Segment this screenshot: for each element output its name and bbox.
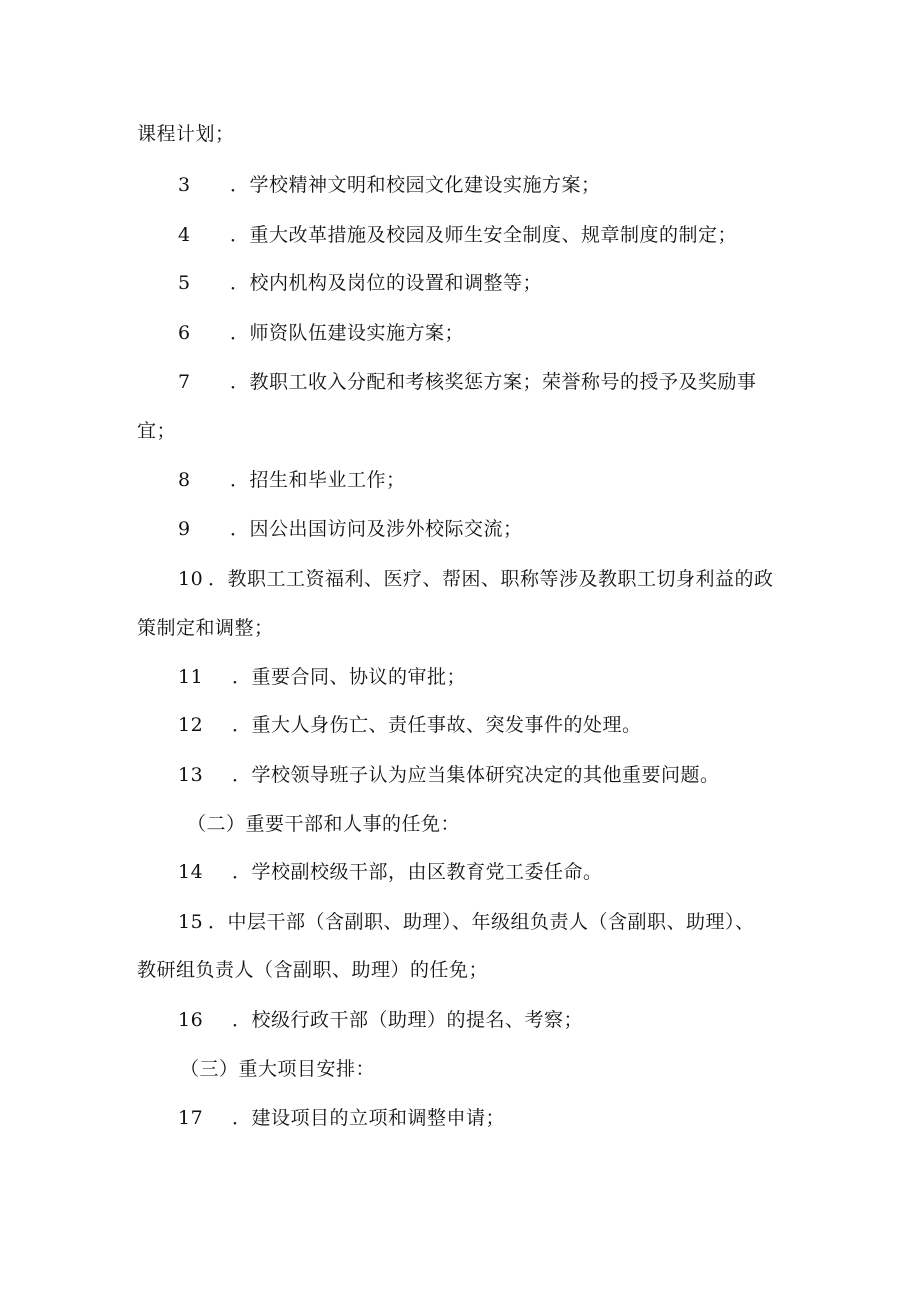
item-number: 8: [178, 469, 191, 491]
item-number: 11: [178, 666, 204, 688]
item-number: 5: [178, 272, 191, 294]
item-text: ．教职工收入分配和考核奖惩方案；荣誉称号的授予及奖励事: [230, 371, 757, 393]
item-text: ．校内机构及岗位的设置和调整等；: [230, 272, 543, 294]
item-text: ．建设项目的立项和调整申请；: [232, 1107, 506, 1129]
section-heading-text: （三）重大项目安排：: [180, 1058, 376, 1080]
line-text: 策制定和调整；: [137, 617, 274, 639]
section-heading: [187, 811, 460, 837]
list-item: [178, 369, 757, 395]
list-item: [178, 566, 774, 592]
item-text: ．校级行政干部（助理）的提名、考察；: [232, 1009, 584, 1031]
item-number: 17: [178, 1107, 204, 1129]
list-item: [178, 467, 406, 493]
list-item: [178, 712, 642, 738]
list-item: [178, 320, 464, 346]
item-text: ．招生和毕业工作；: [230, 469, 406, 491]
list-item: [178, 172, 601, 198]
list-item: [178, 1007, 583, 1033]
item-text: ．学校精神文明和校园文化建设实施方案；: [230, 174, 601, 196]
paragraph-line: [137, 121, 235, 147]
list-item: [178, 859, 603, 885]
item-number: 12: [178, 714, 204, 736]
list-item: [178, 664, 466, 690]
paragraph-line: [137, 615, 274, 641]
item-number: 9: [178, 518, 191, 540]
list-item: [178, 270, 542, 296]
section-heading-text: （二）重要干部和人事的任免：: [187, 813, 461, 835]
item-text: ．学校领导班子认为应当集体研究决定的其他重要问题。: [232, 764, 720, 786]
item-text: ．重大人身伤亡、责任事故、突发事件的处理。: [232, 714, 642, 736]
item-number: 4: [178, 224, 191, 246]
list-item: [178, 516, 523, 542]
item-text: ．中层干部（含副职、助理）、年级组负责人（含副职、助理）、: [208, 911, 755, 933]
line-text: 宜；: [137, 420, 177, 442]
list-item: [178, 222, 737, 248]
list-item: [178, 762, 720, 788]
item-text: ．重要合同、协议的审批；: [232, 666, 467, 688]
item-number: 7: [178, 371, 191, 393]
section-heading: [180, 1056, 375, 1082]
item-number: 14: [178, 861, 204, 883]
item-text: ．因公出国访问及涉外校际交流；: [230, 518, 523, 540]
paragraph-line: [137, 957, 488, 983]
line-text: 课程计划；: [137, 123, 235, 145]
item-text: ．学校副校级干部，由区教育党工委任命。: [232, 861, 603, 883]
item-number: 16: [178, 1009, 204, 1031]
item-number: 13: [178, 764, 204, 786]
item-number: 3: [178, 174, 191, 196]
item-number: 15: [178, 911, 204, 933]
list-item: [178, 1105, 505, 1131]
list-item: [178, 909, 755, 935]
item-text: ．重大改革措施及校园及师生安全制度、规章制度的制定；: [230, 224, 738, 246]
item-text: ．教职工工资福利、医疗、帮困、职称等涉及教职工切身利益的政: [208, 568, 774, 590]
paragraph-line: [137, 418, 176, 444]
line-text: 教研组负责人（含副职、助理）的任免；: [137, 959, 489, 981]
item-number: 6: [178, 322, 191, 344]
item-number: 10: [178, 568, 204, 590]
item-text: ．师资队伍建设实施方案；: [230, 322, 465, 344]
